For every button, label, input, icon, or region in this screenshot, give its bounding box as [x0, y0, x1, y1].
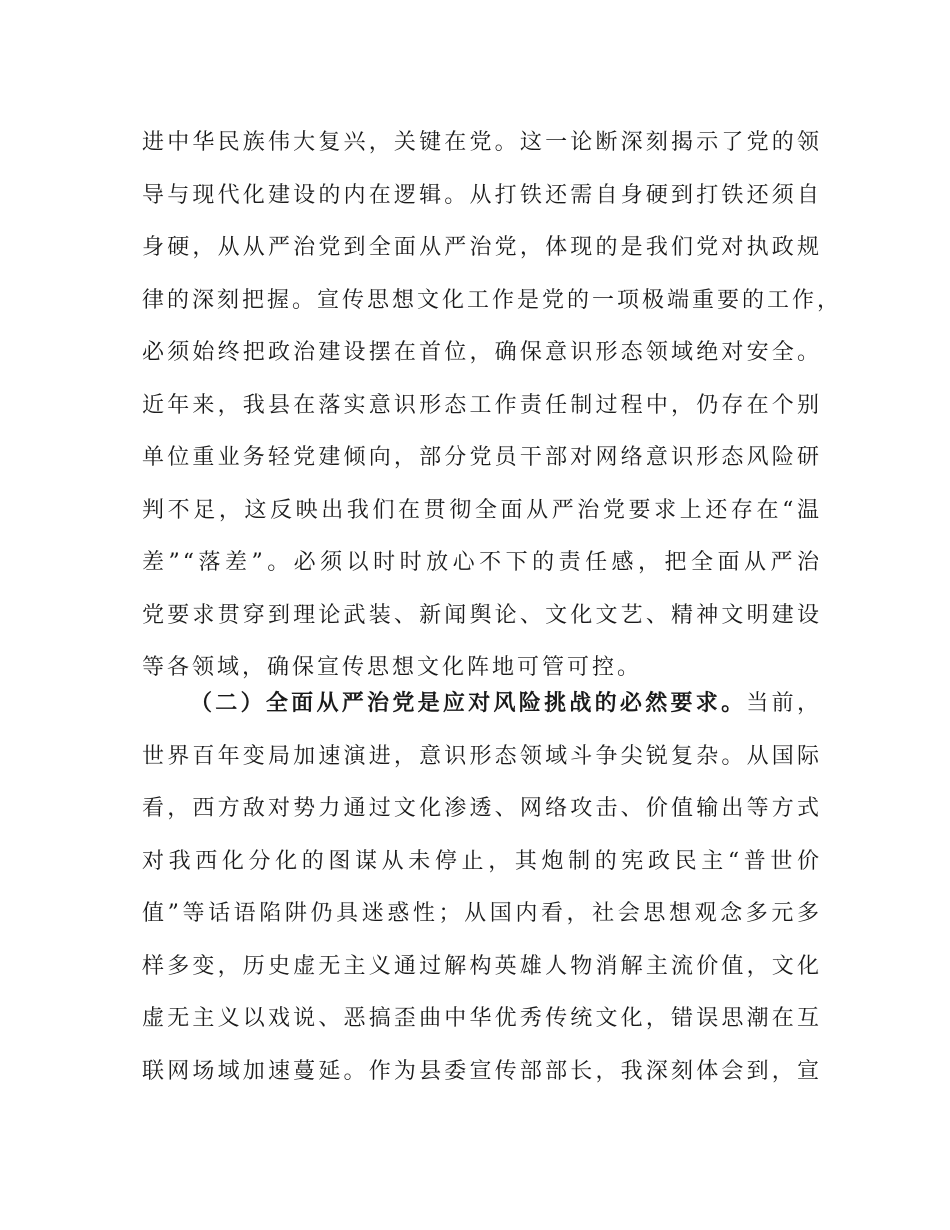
text-line: 值”等话语陷阱仍具迷惑性；从国内看，社会思想观念多元多 — [142, 901, 822, 926]
section-heading: （二）全面从严治党是应对风险挑战的必然要求。 — [190, 691, 747, 716]
heading-continuation: 当前， — [746, 691, 822, 716]
paragraph-party-leadership — [142, 117, 843, 695]
text-line: 判不足，这反映出我们在贯彻全面从严治党要求上还存在“温 — [142, 497, 822, 523]
text-line: 律的深刻把握。宣传思想文化工作是党的一项极端重要的工作， — [142, 287, 843, 313]
text-line: 联网场域加速蔓延。作为县委宣传部部长，我深刻体会到，宣 — [142, 1058, 822, 1084]
text-line: 样多变，历史虚无主义通过解构英雄人物消解主流价值，文化 — [142, 953, 822, 979]
text-line: 差”“落差”。必须以时时放心不下的责任感，把全面从严治 — [142, 550, 822, 575]
text-line: 对我西化分化的图谋从未停止，其炮制的宪政民主“普世价 — [142, 848, 822, 874]
text-line: 近年来，我县在落实意识形态工作责任制过程中，仍存在个别 — [142, 392, 822, 418]
text-line: 必须始终把政治建设摆在首位，确保意识形态领域绝对安全。 — [142, 340, 822, 365]
text-line: 进中华民族伟大复兴，关键在党。这一论断深刻揭示了党的领 — [142, 130, 822, 155]
text-line: 单位重业务轻党建倾向，部分党员干部对网络意识形态风险研 — [142, 445, 822, 470]
text-line: 世界百年变局加速演进，意识形态领域斗争尖锐复杂。从国际 — [142, 743, 822, 769]
text-line: 等各领域，确保宣传思想文化阵地可管可控。 — [142, 655, 643, 680]
text-line: 身硬，从从严治党到全面从严治党，体现的是我们党对执政规 — [142, 235, 822, 260]
text-line: 党要求贯穿到理论武装、新闻舆论、文化文艺、精神文明建设 — [142, 602, 822, 628]
text-line: 导与现代化建设的内在逻辑。从打铁还需自身硬到打铁还须自 — [142, 182, 822, 208]
paragraph-first-line — [142, 678, 822, 731]
paragraph-risk-challenges — [142, 678, 822, 1098]
text-line: 看，西方敌对势力通过文化渗透、网络攻击、价值输出等方式 — [142, 796, 822, 821]
text-line: 虚无主义以戏说、恶搞歪曲中华优秀传统文化，错误思潮在互 — [142, 1006, 822, 1031]
